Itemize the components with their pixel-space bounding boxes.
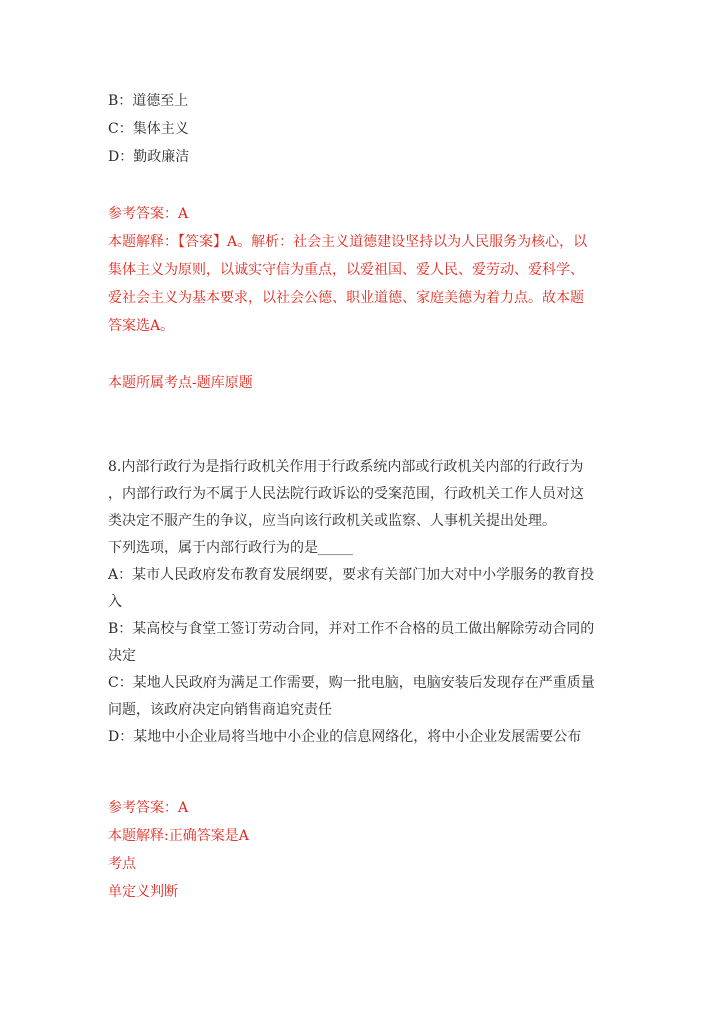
question-8: [108, 454, 608, 751]
prev-question-options: [108, 87, 608, 171]
topic-label: 单定义判断: [108, 884, 178, 900]
option-b-line-2: 决定: [108, 648, 136, 664]
stem-line-3: 类决定不服产生的争议，应当向该行政机关或监察、人事机关提出处理。: [108, 513, 556, 529]
option-d: D：勤政廉洁: [108, 149, 190, 165]
kaodian-label: 考点: [108, 856, 136, 872]
option-a-line-2: 入: [108, 594, 122, 610]
option-c-line-1: C：某地人民政府为满足工作需要，购一批电脑，电脑安装后发现存在严重质量: [108, 675, 595, 691]
analysis-line-1: 本题解释：【答案】A。解析：社会主义道德建设坚持以为人民服务为核心，以: [108, 234, 588, 250]
option-c: C：集体主义: [108, 121, 189, 137]
source-label: 本题所属考点-题库原题: [108, 375, 253, 391]
reference-answer: 参考答案：A: [108, 800, 189, 816]
option-a-line-1: A：某市人民政府发布教育发展纲要，要求有关部门加大对中小学服务的教育投: [108, 567, 595, 583]
analysis-line-2: 集体主义为原则，以诚实守信为重点，以爱祖国、爱人民、爱劳动、爱科学、: [108, 262, 584, 278]
reference-answer: 参考答案：A: [108, 206, 189, 222]
analysis-line-4: 答案选A。: [108, 318, 175, 334]
option-b-line-1: B：某高校与食堂工签订劳动合同，并对工作不合格的员工做出解除劳动合同的: [108, 621, 595, 637]
option-d-line-1: D：某地中小企业局将当地中小企业的信息网络化，将中小企业发展需要公布: [108, 729, 582, 745]
analysis-line-3: 爱社会主义为基本要求，以社会公德、职业道德、家庭美德为着力点。故本题: [108, 290, 584, 306]
analysis-line: 本题解释:正确答案是A: [108, 828, 249, 844]
prev-source: [108, 369, 608, 397]
stem-line-2: ，内部行政行为不属于人民法院行政诉讼的受案范围，行政机关工作人员对这: [108, 486, 584, 502]
option-c-line-2: 问题，该政府决定向销售商追究责任: [108, 702, 332, 718]
stem-line-4: 下列选项，属于内部行政行为的是_____: [108, 540, 353, 556]
prev-answer-section: [108, 200, 608, 340]
option-b: B：道德至上: [108, 93, 189, 109]
q8-answer-section: [108, 794, 608, 906]
stem-line-1: 8.内部行政行为是指行政机关作用于行政系统内部或行政机关内部的行政行为: [108, 459, 584, 475]
